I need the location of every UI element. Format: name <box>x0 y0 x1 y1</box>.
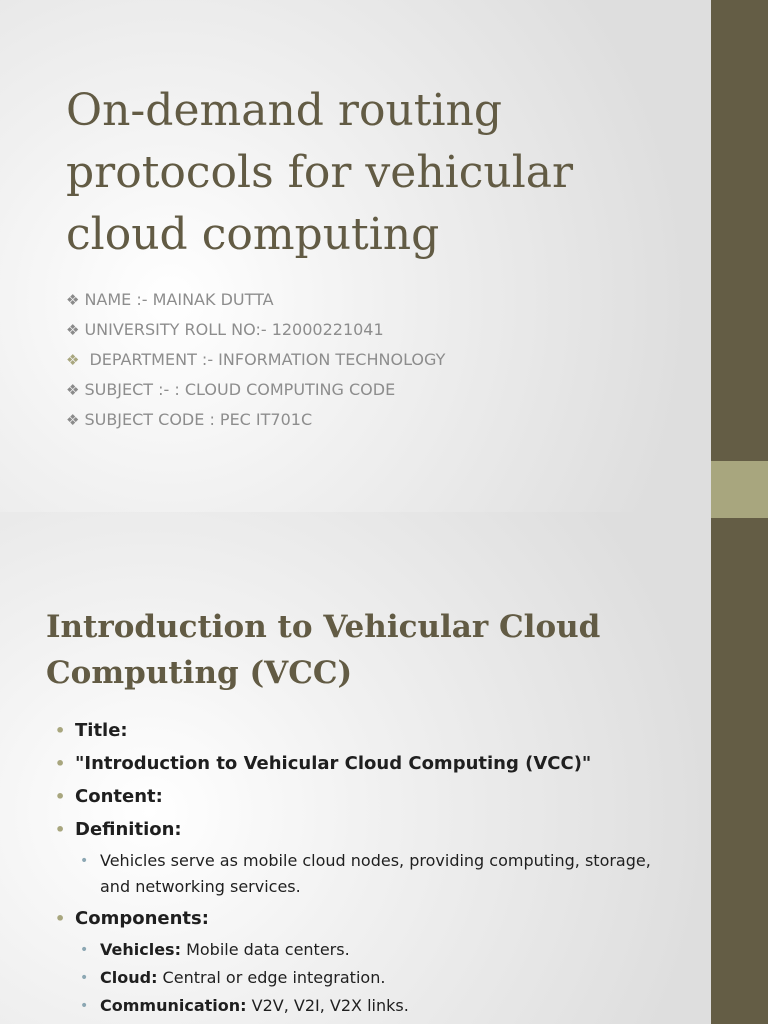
intro-slide <box>0 512 768 1024</box>
bullet-item <box>55 813 655 900</box>
info-item-name <box>66 286 445 316</box>
sub-bullet-item <box>80 965 655 991</box>
info-item-subject <box>66 376 445 406</box>
sub-bullet-text: Mobile data centers. <box>180 940 350 959</box>
diamond-bullet-icon: ❖ <box>66 411 80 429</box>
slide-heading: Introduction to Vehicular Cloud Computing (VCC) <box>46 609 601 691</box>
bullet-dot-icon: • <box>55 909 66 928</box>
bullet-text: Definition: <box>75 819 182 840</box>
bullet-text: Title: <box>75 720 128 741</box>
info-text: SUBJECT :- : CLOUD COMPUTING CODE <box>84 380 396 399</box>
bullet-dot-icon: • <box>55 754 66 773</box>
bullet-item <box>55 747 655 780</box>
diamond-bullet-icon: ❖ <box>66 381 80 399</box>
sub-bullet-term: Vehicles: <box>100 940 181 959</box>
diamond-bullet-icon: ❖ <box>66 351 80 369</box>
info-item-subject-code <box>66 406 445 436</box>
sub-bullet-text: Vehicles serve as mobile cloud nodes, providing computing, storage, and networking services. <box>100 851 651 896</box>
bullet-dot-icon: • <box>55 820 66 839</box>
info-text: DEPARTMENT :- INFORMATION TECHNOLOGY <box>89 350 446 369</box>
sub-bullet-item <box>80 993 655 1019</box>
bullet-text: Content: <box>75 786 163 807</box>
sub-bullet-dot-icon: • <box>80 942 89 958</box>
bullet-list <box>55 714 655 1021</box>
sub-bullet-item <box>80 848 655 900</box>
slide-title: On-demand routing protocols for vehicular cloud computing <box>66 85 574 260</box>
sub-bullet-dot-icon: • <box>80 998 89 1014</box>
info-item-department <box>66 346 445 376</box>
info-item-roll <box>66 316 445 346</box>
student-info-list <box>66 286 445 436</box>
bullet-dot-icon: • <box>55 787 66 806</box>
info-text: NAME :- MAINAK DUTTA <box>84 290 274 309</box>
bullet-dot-icon: • <box>55 721 66 740</box>
bullet-item <box>55 902 655 1019</box>
info-text: UNIVERSITY ROLL NO:- 12000221041 <box>84 320 384 339</box>
sub-bullet-text: Central or edge integration. <box>157 968 386 987</box>
sub-bullet-text: V2V, V2I, V2X links. <box>246 996 409 1015</box>
sub-bullet-term: Cloud: <box>100 968 158 987</box>
bullet-text: "Introduction to Vehicular Cloud Computing (VCC)" <box>75 753 592 774</box>
sidebar-accent-block <box>711 461 768 518</box>
sub-bullet-item <box>80 937 655 963</box>
bullet-text: Components: <box>75 908 209 929</box>
bullet-item <box>55 780 655 813</box>
sub-bullet-dot-icon: • <box>80 970 89 986</box>
info-text: SUBJECT CODE : PEC IT701C <box>84 410 313 429</box>
diamond-bullet-icon: ❖ <box>66 321 80 339</box>
diamond-bullet-icon: ❖ <box>66 291 80 309</box>
sub-bullet-term: Communication: <box>100 996 247 1015</box>
bullet-item <box>55 714 655 747</box>
sub-bullet-dot-icon: • <box>80 853 89 869</box>
definition-sub-list <box>55 848 655 900</box>
components-sub-list <box>55 937 655 1019</box>
